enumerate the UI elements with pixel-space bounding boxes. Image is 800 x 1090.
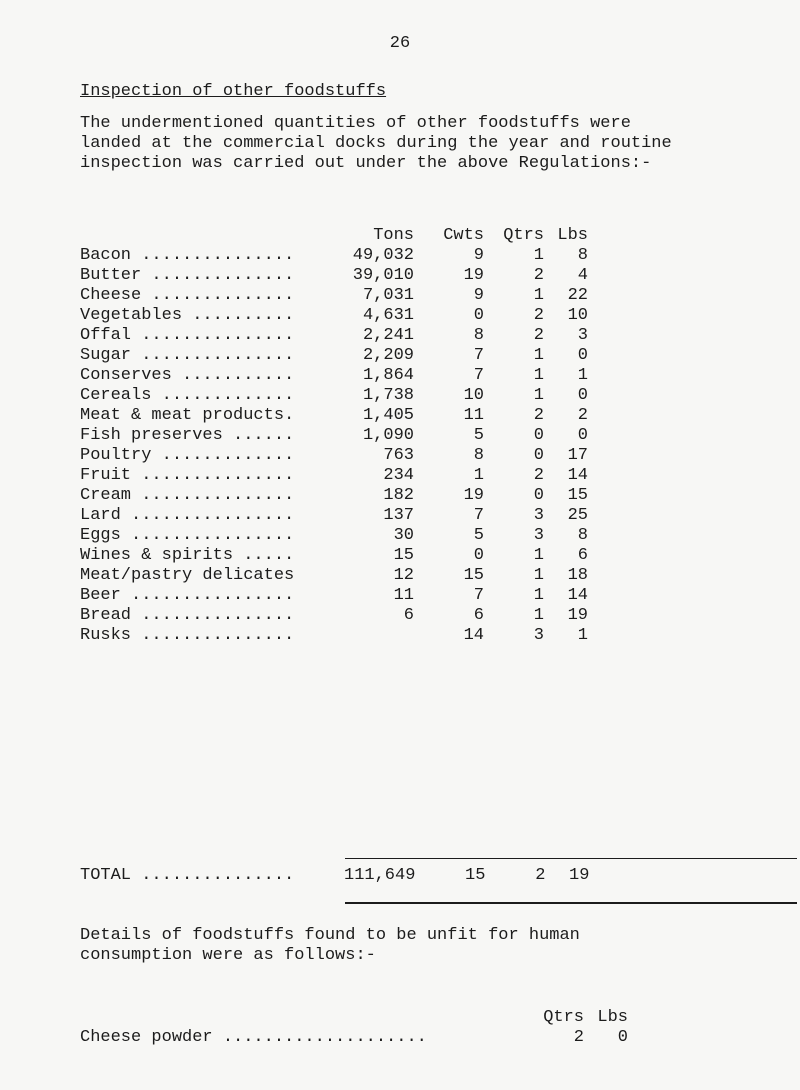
item-qtrs: 1: [533, 566, 544, 585]
item-cwts: 7: [473, 586, 484, 605]
item-name: Fruit ...............: [80, 466, 295, 485]
total-rule-top: [345, 858, 797, 859]
item-tons: 15: [393, 546, 414, 565]
item-qtrs: 1: [533, 286, 544, 305]
item-name: Meat & meat products.: [80, 406, 295, 425]
table-row: [80, 566, 588, 586]
item-qtrs: 0: [533, 446, 544, 465]
item-cwts: 19: [463, 266, 484, 285]
item-tons: 137: [383, 506, 414, 525]
total-rule-bottom: [345, 902, 797, 904]
item-tons: 6: [403, 606, 414, 625]
table-row: [80, 406, 588, 426]
item-cwts: 0: [473, 306, 484, 325]
table-row: [80, 426, 588, 446]
total-tons: 111,649: [344, 866, 416, 885]
item-qtrs: 1: [533, 606, 544, 625]
item-name: Bread ...............: [80, 606, 295, 625]
item-lbs: 18: [567, 566, 588, 585]
item-name: Cereals .............: [80, 386, 295, 405]
item-tons: 39,010: [352, 266, 414, 285]
table-row: [80, 606, 588, 626]
item-lbs: 19: [567, 606, 588, 625]
table-row: [80, 546, 588, 566]
item-cwts: 15: [463, 566, 484, 585]
total-label: TOTAL ...............: [80, 866, 295, 885]
details-paragraph: [80, 926, 780, 966]
table-row: [80, 286, 588, 306]
item-name: Beer ................: [80, 586, 295, 605]
item-name: Vegetables ..........: [80, 306, 295, 325]
total-cwts: 15: [465, 866, 486, 885]
item-cwts: 5: [473, 426, 484, 445]
item-lbs: 4: [577, 266, 588, 285]
item-tons: 2,241: [362, 326, 414, 345]
item-lbs: 8: [577, 526, 588, 545]
header-lbs: Lbs: [557, 226, 588, 245]
table-row: [80, 266, 588, 286]
item-qtrs: 3: [533, 506, 544, 525]
item-tons: 182: [383, 486, 414, 505]
unfit-item-lbs: 0: [617, 1028, 628, 1047]
item-cwts: 7: [473, 366, 484, 385]
table-row: [80, 626, 588, 646]
table-header-row: [80, 226, 588, 246]
section-heading: Inspection of other foodstuffs: [80, 82, 387, 101]
table-row: [80, 306, 588, 326]
item-lbs: 14: [567, 466, 588, 485]
item-qtrs: 1: [533, 366, 544, 385]
intro-line: The undermentioned quantities of other foodstuffs were: [80, 114, 631, 133]
unfit-header-qtrs: Qtrs: [543, 1008, 584, 1027]
item-qtrs: 1: [533, 386, 544, 405]
item-tons: 49,032: [352, 246, 414, 265]
table-row: [80, 486, 588, 506]
unfit-item-qtrs: 2: [573, 1028, 584, 1047]
table-row: [80, 506, 588, 526]
item-name: Lard ................: [80, 506, 295, 525]
total-row: [80, 866, 589, 886]
details-line: Details of foodstuffs found to be unfit for human: [80, 926, 580, 945]
item-qtrs: 0: [533, 486, 544, 505]
item-cwts: 14: [463, 626, 484, 645]
item-cwts: 1: [473, 466, 484, 485]
item-qtrs: 2: [533, 466, 544, 485]
item-name: Butter ..............: [80, 266, 295, 285]
item-cwts: 10: [463, 386, 484, 405]
item-lbs: 1: [577, 366, 588, 385]
total-lbs: 19: [569, 866, 590, 885]
table-row: [80, 366, 588, 386]
item-qtrs: 2: [533, 306, 544, 325]
table-row: [80, 386, 588, 406]
item-name: Meat/pastry delicates: [80, 566, 295, 585]
item-cwts: 7: [473, 506, 484, 525]
header-qtrs: Qtrs: [503, 226, 544, 245]
item-tons: 234: [383, 466, 414, 485]
item-cwts: 11: [463, 406, 484, 425]
item-name: Cheese ..............: [80, 286, 295, 305]
page-number: 26: [389, 34, 411, 53]
item-lbs: 15: [567, 486, 588, 505]
item-tons: 7,031: [362, 286, 414, 305]
item-lbs: 22: [567, 286, 588, 305]
total-table: [80, 866, 589, 886]
item-lbs: 1: [577, 626, 588, 645]
item-cwts: 7: [473, 346, 484, 365]
item-name: Rusks ...............: [80, 626, 295, 645]
item-tons: [344, 626, 414, 646]
item-qtrs: 1: [533, 546, 544, 565]
item-tons: 1,738: [362, 386, 414, 405]
item-name: Cream ...............: [80, 486, 295, 505]
header-tons: Tons: [373, 226, 414, 245]
item-tons: 1,864: [362, 366, 414, 385]
foodstuffs-table: [80, 226, 588, 646]
item-tons: 4,631: [362, 306, 414, 325]
unfit-header-row: [80, 1008, 628, 1028]
item-cwts: 8: [473, 446, 484, 465]
item-lbs: 8: [577, 246, 588, 265]
unfit-row: [80, 1028, 628, 1048]
item-tons: 763: [383, 446, 414, 465]
item-cwts: 0: [473, 546, 484, 565]
item-lbs: 17: [567, 446, 588, 465]
item-name: Offal ...............: [80, 326, 295, 345]
item-tons: 11: [393, 586, 414, 605]
item-cwts: 8: [473, 326, 484, 345]
table-row: [80, 326, 588, 346]
item-name: Bacon ...............: [80, 246, 295, 265]
item-lbs: 3: [577, 326, 588, 345]
item-qtrs: 0: [533, 426, 544, 445]
intro-line: inspection was carried out under the above Regulations:-: [80, 154, 652, 173]
item-lbs: 2: [577, 406, 588, 425]
item-qtrs: 2: [533, 326, 544, 345]
item-qtrs: 1: [533, 586, 544, 605]
item-tons: 1,405: [362, 406, 414, 425]
item-lbs: 25: [567, 506, 588, 525]
table-row: [80, 446, 588, 466]
item-lbs: 0: [577, 346, 588, 365]
item-qtrs: 2: [533, 406, 544, 425]
item-name: Conserves ...........: [80, 366, 295, 385]
item-name: Poultry .............: [80, 446, 295, 465]
item-qtrs: 1: [533, 346, 544, 365]
item-name: Fish preserves ......: [80, 426, 295, 445]
table-row: [80, 526, 588, 546]
item-qtrs: 3: [533, 626, 544, 645]
unfit-header-lbs: Lbs: [597, 1008, 628, 1027]
item-cwts: 9: [473, 246, 484, 265]
item-lbs: 0: [577, 386, 588, 405]
table-row: [80, 466, 588, 486]
unfit-foodstuffs-table: [80, 1008, 628, 1048]
item-cwts: 6: [473, 606, 484, 625]
item-tons: 1,090: [362, 426, 414, 445]
total-qtrs: 2: [535, 866, 546, 885]
item-tons: 12: [393, 566, 414, 585]
table-row: [80, 346, 588, 366]
unfit-item-name: Cheese powder ....................: [80, 1028, 427, 1047]
intro-line: landed at the commercial docks during the year and routine: [80, 134, 672, 153]
unfit-header-blank: [80, 1008, 520, 1028]
item-name: Eggs ................: [80, 526, 295, 545]
table-row: [80, 246, 588, 266]
details-line: consumption were as follows:-: [80, 946, 376, 965]
item-cwts: 5: [473, 526, 484, 545]
table-row: [80, 586, 588, 606]
item-qtrs: 3: [533, 526, 544, 545]
item-name: Wines & spirits .....: [80, 546, 295, 565]
item-qtrs: 2: [533, 266, 544, 285]
item-qtrs: 1: [533, 246, 544, 265]
item-lbs: 6: [577, 546, 588, 565]
item-tons: 30: [393, 526, 414, 545]
header-cwts: Cwts: [443, 226, 484, 245]
item-cwts: 19: [463, 486, 484, 505]
item-tons: 2,209: [362, 346, 414, 365]
item-lbs: 14: [567, 586, 588, 605]
item-lbs: 10: [567, 306, 588, 325]
item-cwts: 9: [473, 286, 484, 305]
header-blank: [80, 226, 344, 246]
item-name: Sugar ...............: [80, 346, 295, 365]
item-lbs: 0: [577, 426, 588, 445]
intro-paragraph: [80, 114, 760, 174]
